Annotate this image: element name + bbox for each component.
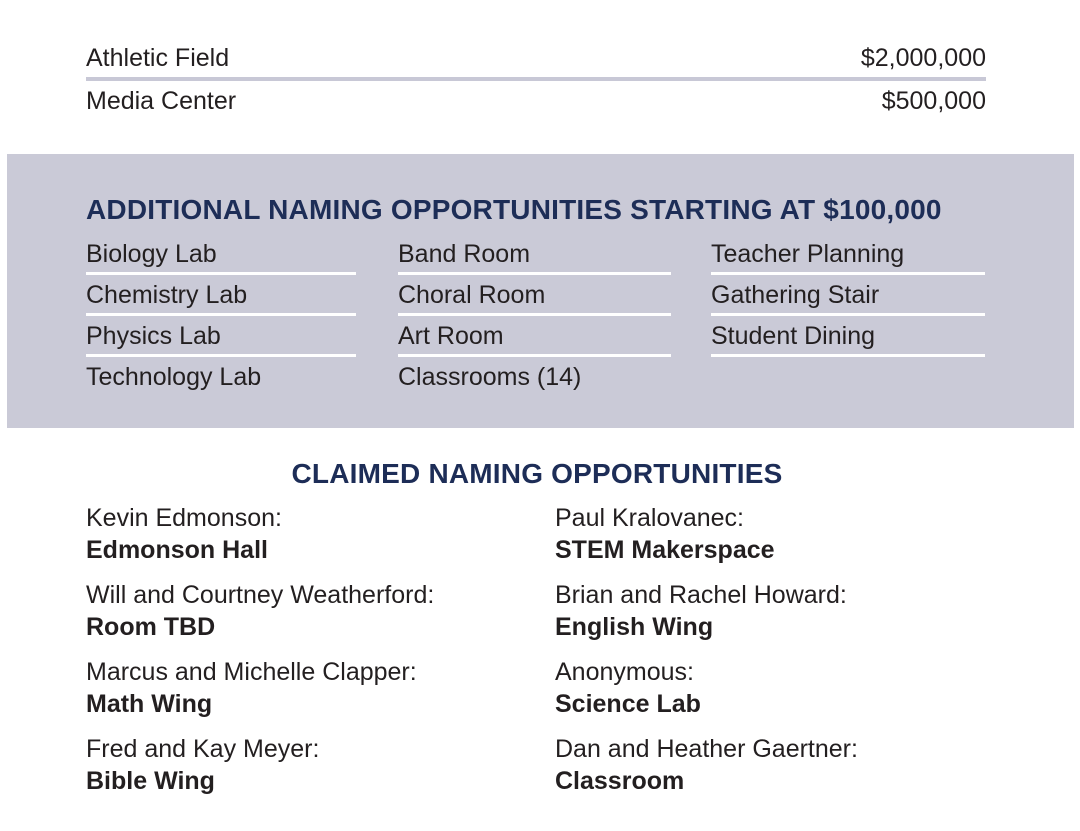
claimed-space: Bible Wing — [86, 767, 215, 795]
price-item-amount: $500,000 — [881, 87, 986, 115]
claimed-entry — [86, 733, 526, 810]
claimed-entry — [86, 656, 526, 733]
opportunity-column — [86, 236, 356, 395]
donor-name: Marcus and Michelle Clapper: — [86, 658, 417, 686]
price-item-name: Media Center — [86, 87, 237, 115]
donor-name: Anonymous: — [555, 658, 694, 686]
donor-name: Paul Kralovanec: — [555, 504, 745, 532]
claimed-space: Math Wing — [86, 690, 213, 718]
donor-name: Kevin Edmonson: — [86, 504, 282, 532]
price-item-amount: $2,000,000 — [860, 44, 986, 72]
claimed-space: STEM Makerspace — [555, 536, 775, 564]
additional-opportunities-panel — [7, 154, 1074, 428]
claimed-space: Edmonson Hall — [86, 536, 268, 564]
donor-name: Fred and Kay Meyer: — [86, 735, 320, 763]
claimed-entry — [555, 656, 995, 733]
opportunity-item: Band Room — [398, 236, 671, 275]
claimed-entry — [555, 733, 995, 810]
claimed-entry — [86, 502, 526, 579]
claimed-column-right — [555, 502, 995, 810]
claimed-opportunities-title: CLAIMED NAMING OPPORTUNITIES — [291, 458, 783, 489]
claimed-space: Classroom — [555, 767, 685, 795]
claimed-entry — [555, 579, 995, 656]
price-item-name: Athletic Field — [86, 44, 230, 72]
opportunity-item: Physics Lab — [86, 318, 356, 357]
opportunity-item: Biology Lab — [86, 236, 356, 275]
opportunity-item: Student Dining — [711, 318, 985, 357]
claimed-entry — [555, 502, 995, 579]
donor-name: Dan and Heather Gaertner: — [555, 735, 858, 763]
claimed-space: Science Lab — [555, 690, 701, 718]
opportunity-item: Teacher Planning — [711, 236, 985, 275]
opportunity-column — [711, 236, 985, 357]
opportunity-item: Classrooms (14) — [398, 363, 582, 391]
opportunity-column — [398, 236, 671, 395]
opportunity-item: Choral Room — [398, 277, 671, 316]
claimed-entry — [86, 579, 526, 656]
claimed-space: Room TBD — [86, 613, 216, 641]
opportunity-item: Art Room — [398, 318, 671, 357]
donor-name: Brian and Rachel Howard: — [555, 581, 847, 609]
claimed-column-left — [86, 502, 526, 810]
opportunity-item: Technology Lab — [86, 363, 262, 391]
claimed-space: English Wing — [555, 613, 714, 641]
additional-opportunities-title: ADDITIONAL NAMING OPPORTUNITIES STARTING AT $100,000 — [86, 194, 942, 225]
donor-name: Will and Courtney Weatherford: — [86, 581, 435, 609]
price-row — [86, 83, 986, 120]
opportunity-item: Gathering Stair — [711, 277, 985, 316]
opportunity-item: Chemistry Lab — [86, 277, 356, 316]
price-list — [86, 40, 986, 120]
price-row — [86, 40, 986, 81]
